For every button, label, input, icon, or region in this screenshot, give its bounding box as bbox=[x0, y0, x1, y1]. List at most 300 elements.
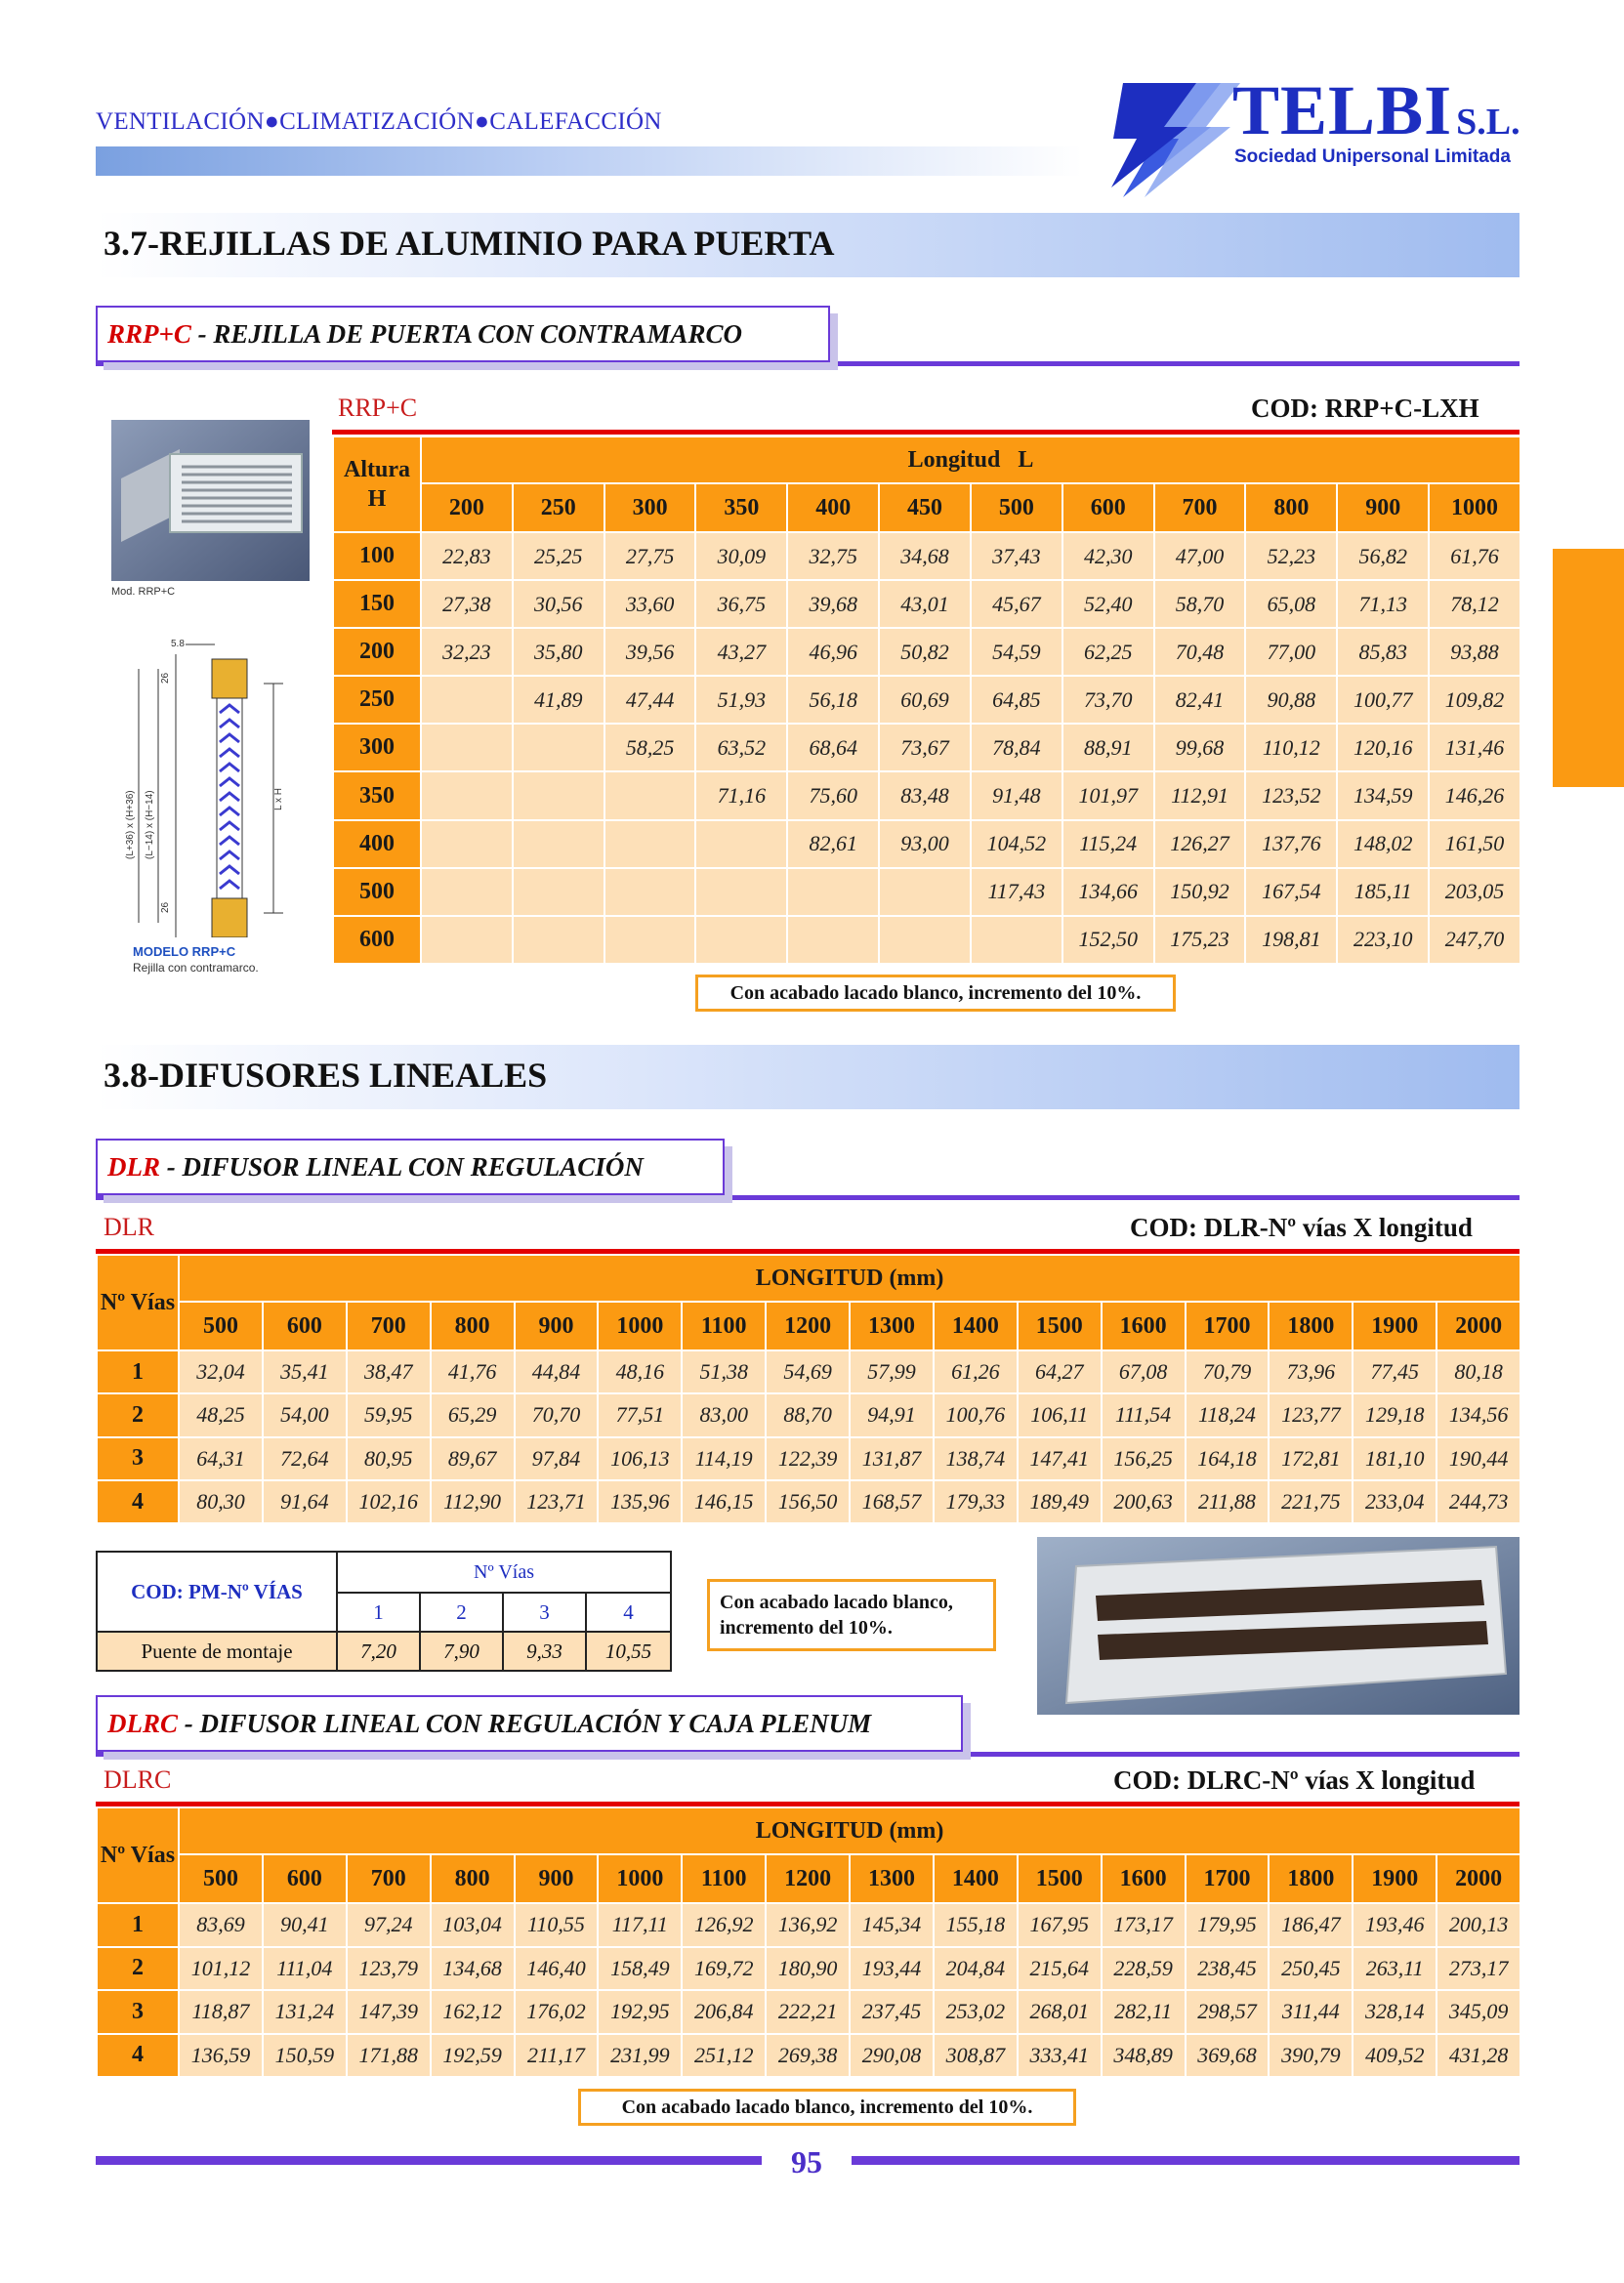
column-header: 900 bbox=[515, 1302, 599, 1350]
subsection-code: DLRC bbox=[107, 1709, 179, 1738]
price-table-rrpc bbox=[332, 436, 1521, 965]
dim-label: (L+36) x (H+36) bbox=[125, 790, 136, 859]
subsection-underline bbox=[96, 1195, 1520, 1200]
price-cell: 169,72 bbox=[682, 1947, 766, 1991]
column-header: 2000 bbox=[1437, 1302, 1520, 1350]
price-cell: 247,70 bbox=[1429, 916, 1520, 964]
price-cell: 192,59 bbox=[431, 2034, 515, 2078]
price-cell: 52,23 bbox=[1245, 532, 1337, 580]
header-bar bbox=[96, 146, 1082, 176]
price-cell: 129,18 bbox=[1353, 1393, 1437, 1436]
column-header: 700 bbox=[347, 1302, 431, 1350]
subsection-box-rrpc bbox=[96, 306, 830, 362]
column-header: 1300 bbox=[850, 1854, 934, 1903]
price-cell: 179,33 bbox=[934, 1480, 1018, 1523]
subsection-text: - DIFUSOR LINEAL CON REGULACIÓN bbox=[160, 1152, 644, 1182]
price-cell: 167,54 bbox=[1245, 868, 1337, 916]
price-cell: 136,92 bbox=[766, 1903, 850, 1947]
price-cell: 54,59 bbox=[971, 628, 1062, 676]
price-cell: 54,69 bbox=[766, 1350, 850, 1393]
price-cell: 58,70 bbox=[1154, 580, 1246, 628]
row-label: 250 bbox=[333, 676, 421, 724]
price-cell: 68,64 bbox=[787, 724, 879, 771]
price-cell: 54,00 bbox=[263, 1393, 347, 1436]
column-header: 1700 bbox=[1186, 1302, 1270, 1350]
logo-name: TELBI bbox=[1232, 71, 1453, 149]
price-cell: 37,43 bbox=[971, 532, 1062, 580]
table-row bbox=[333, 916, 1520, 964]
price-cell: 56,82 bbox=[1337, 532, 1429, 580]
price-cell: 33,60 bbox=[604, 580, 696, 628]
price-cell: 103,04 bbox=[431, 1903, 515, 1947]
price-cell: 50,82 bbox=[879, 628, 971, 676]
row-label: 150 bbox=[333, 580, 421, 628]
drawing-model: MODELO RRP+C bbox=[133, 944, 236, 959]
table-row bbox=[97, 1903, 1520, 1947]
table-row bbox=[333, 724, 1520, 771]
column-header: 1000 bbox=[598, 1854, 682, 1903]
price-cell: 106,13 bbox=[598, 1437, 682, 1480]
price-cell: 134,66 bbox=[1062, 868, 1154, 916]
empty-cell bbox=[604, 820, 696, 868]
price-cell: 111,04 bbox=[263, 1947, 347, 1991]
page-number: 95 bbox=[791, 2144, 822, 2179]
price-cell: 78,84 bbox=[971, 724, 1062, 771]
price-cell: 200,13 bbox=[1437, 1903, 1520, 1947]
price-cell: 409,52 bbox=[1353, 2034, 1437, 2078]
price-cell: 83,00 bbox=[682, 1393, 766, 1436]
price-cell: 91,48 bbox=[971, 771, 1062, 819]
pm-row-label: Puente de montaje bbox=[97, 1632, 337, 1671]
price-cell: 62,25 bbox=[1062, 628, 1154, 676]
column-header: 350 bbox=[695, 483, 787, 532]
price-cell: 90,41 bbox=[263, 1903, 347, 1947]
column-header: 1300 bbox=[850, 1302, 934, 1350]
footer-line-right bbox=[852, 2156, 1520, 2165]
column-header: 1200 bbox=[766, 1854, 850, 1903]
company-logo bbox=[1232, 71, 1520, 149]
price-cell: 134,59 bbox=[1337, 771, 1429, 819]
price-cell: 206,84 bbox=[682, 1990, 766, 2034]
price-cell: 333,41 bbox=[1018, 2034, 1102, 2078]
column-header: 800 bbox=[1245, 483, 1337, 532]
price-cell: 30,56 bbox=[513, 580, 604, 628]
side-tab bbox=[1553, 549, 1624, 787]
drawing-desc: Rejilla con contramarco. bbox=[133, 961, 259, 975]
price-cell: 431,28 bbox=[1437, 2034, 1520, 2078]
price-cell: 146,15 bbox=[682, 1480, 766, 1523]
column-header: 1100 bbox=[682, 1302, 766, 1350]
price-table-dlrc bbox=[96, 1806, 1521, 2078]
price-cell: 211,88 bbox=[1186, 1480, 1270, 1523]
price-cell: 43,27 bbox=[695, 628, 787, 676]
price-cell: 88,91 bbox=[1062, 724, 1154, 771]
photo-caption: Mod. RRP+C bbox=[111, 586, 176, 598]
price-cell: 52,40 bbox=[1062, 580, 1154, 628]
price-cell: 41,89 bbox=[513, 676, 604, 724]
price-cell: 97,24 bbox=[347, 1903, 431, 1947]
price-cell: 179,95 bbox=[1186, 1903, 1270, 1947]
price-cell: 77,45 bbox=[1353, 1350, 1437, 1393]
price-cell: 82,41 bbox=[1154, 676, 1246, 724]
price-cell: 83,48 bbox=[879, 771, 971, 819]
price-cell: 46,96 bbox=[787, 628, 879, 676]
row-label: 100 bbox=[333, 532, 421, 580]
price-cell: 71,13 bbox=[1337, 580, 1429, 628]
price-cell: 65,29 bbox=[431, 1393, 515, 1436]
empty-cell bbox=[421, 771, 513, 819]
price-cell: 152,50 bbox=[1062, 916, 1154, 964]
price-cell: 176,02 bbox=[515, 1990, 599, 2034]
note-lacado-dlr: Con acabado lacado blanco, incremento del 10%. bbox=[707, 1579, 996, 1651]
column-header: 1900 bbox=[1353, 1302, 1437, 1350]
column-header: 1800 bbox=[1269, 1854, 1353, 1903]
price-cell: 90,88 bbox=[1245, 676, 1337, 724]
price-cell: 83,69 bbox=[179, 1903, 263, 1947]
price-cell: 45,67 bbox=[971, 580, 1062, 628]
logo-suffix: S.L. bbox=[1456, 102, 1520, 143]
subsection-box-dlr bbox=[96, 1139, 725, 1195]
price-cell: 193,46 bbox=[1353, 1903, 1437, 1947]
price-cell: 233,04 bbox=[1353, 1480, 1437, 1523]
price-cell: 27,38 bbox=[421, 580, 513, 628]
subsection-underline bbox=[96, 1752, 1520, 1757]
price-cell: 172,81 bbox=[1269, 1437, 1353, 1480]
column-header: 1100 bbox=[682, 1854, 766, 1903]
column-header: 1600 bbox=[1102, 1302, 1186, 1350]
price-cell: 269,38 bbox=[766, 2034, 850, 2078]
column-header: 200 bbox=[421, 483, 513, 532]
price-cell: 48,25 bbox=[179, 1393, 263, 1436]
price-cell: 93,88 bbox=[1429, 628, 1520, 676]
price-cell: 123,71 bbox=[515, 1480, 599, 1523]
price-cell: 42,30 bbox=[1062, 532, 1154, 580]
column-header: 700 bbox=[347, 1854, 431, 1903]
column-header: 1500 bbox=[1018, 1854, 1102, 1903]
row-header: Nº Vías bbox=[97, 1807, 179, 1903]
price-cell: 273,17 bbox=[1437, 1947, 1520, 1991]
row-label: 1 bbox=[97, 1350, 179, 1393]
empty-cell bbox=[421, 916, 513, 964]
price-cell: 298,57 bbox=[1186, 1990, 1270, 2034]
price-cell: 78,12 bbox=[1429, 580, 1520, 628]
price-cell: 106,11 bbox=[1018, 1393, 1102, 1436]
empty-cell bbox=[513, 771, 604, 819]
table-row bbox=[333, 532, 1520, 580]
price-cell: 138,74 bbox=[934, 1437, 1018, 1480]
price-cell: 244,73 bbox=[1437, 1480, 1520, 1523]
price-cell: 32,75 bbox=[787, 532, 879, 580]
subsection-box-dlrc bbox=[96, 1695, 963, 1752]
cod-dlr: COD: DLR-Nº vías X longitud bbox=[1130, 1213, 1473, 1242]
dim-label: 26 bbox=[160, 901, 171, 913]
price-cell: 61,76 bbox=[1429, 532, 1520, 580]
price-cell: 126,92 bbox=[682, 1903, 766, 1947]
price-cell: 70,48 bbox=[1154, 628, 1246, 676]
empty-cell bbox=[513, 820, 604, 868]
price-cell: 290,08 bbox=[850, 2034, 934, 2078]
price-cell: 73,96 bbox=[1269, 1350, 1353, 1393]
table-top-line bbox=[332, 430, 1520, 435]
empty-cell bbox=[421, 868, 513, 916]
empty-cell bbox=[421, 820, 513, 868]
table-label-dlr: DLR bbox=[104, 1213, 154, 1241]
price-cell: 112,90 bbox=[431, 1480, 515, 1523]
price-cell: 100,76 bbox=[934, 1393, 1018, 1436]
price-cell: 117,43 bbox=[971, 868, 1062, 916]
price-cell: 75,60 bbox=[787, 771, 879, 819]
price-cell: 158,49 bbox=[598, 1947, 682, 1991]
row-header: Altura H bbox=[333, 436, 421, 532]
price-cell: 164,18 bbox=[1186, 1437, 1270, 1480]
price-cell: 150,59 bbox=[263, 2034, 347, 2078]
row-label: 400 bbox=[333, 820, 421, 868]
price-cell: 101,12 bbox=[179, 1947, 263, 1991]
price-cell: 123,77 bbox=[1269, 1393, 1353, 1436]
table-label-dlrc: DLRC bbox=[104, 1765, 172, 1794]
row-label: 200 bbox=[333, 628, 421, 676]
price-cell: 147,41 bbox=[1018, 1437, 1102, 1480]
empty-cell bbox=[879, 868, 971, 916]
row-label: 2 bbox=[97, 1393, 179, 1436]
price-cell: 104,52 bbox=[971, 820, 1062, 868]
price-cell: 263,11 bbox=[1353, 1947, 1437, 1991]
price-cell: 43,01 bbox=[879, 580, 971, 628]
price-cell: 93,00 bbox=[879, 820, 971, 868]
price-cell: 308,87 bbox=[934, 2034, 1018, 2078]
price-cell: 147,39 bbox=[347, 1990, 431, 2034]
column-header: 1800 bbox=[1269, 1302, 1353, 1350]
price-cell: 36,75 bbox=[695, 580, 787, 628]
empty-cell bbox=[421, 676, 513, 724]
table-row bbox=[97, 1437, 1520, 1480]
price-cell: 110,12 bbox=[1245, 724, 1337, 771]
price-cell: 56,18 bbox=[787, 676, 879, 724]
column-header: 600 bbox=[263, 1854, 347, 1903]
price-cell: 100,77 bbox=[1337, 676, 1429, 724]
footer-line-left bbox=[96, 2156, 762, 2165]
column-header: 1700 bbox=[1186, 1854, 1270, 1903]
price-cell: 77,00 bbox=[1245, 628, 1337, 676]
empty-cell bbox=[513, 868, 604, 916]
price-cell: 223,10 bbox=[1337, 916, 1429, 964]
price-cell: 44,84 bbox=[515, 1350, 599, 1393]
column-header: 700 bbox=[1154, 483, 1246, 532]
price-cell: 64,85 bbox=[971, 676, 1062, 724]
table-label-rrpc: RRP+C bbox=[338, 394, 418, 422]
cod-dlrc: COD: DLRC-Nº vías X longitud bbox=[1113, 1765, 1476, 1795]
price-cell: 39,68 bbox=[787, 580, 879, 628]
price-cell: 32,04 bbox=[179, 1350, 263, 1393]
column-header: 1200 bbox=[766, 1302, 850, 1350]
price-cell: 30,09 bbox=[695, 532, 787, 580]
price-cell: 211,17 bbox=[515, 2034, 599, 2078]
table-row bbox=[333, 628, 1520, 676]
price-cell: 118,87 bbox=[179, 1990, 263, 2034]
table-row bbox=[333, 676, 1520, 724]
price-cell: 173,17 bbox=[1102, 1903, 1186, 1947]
column-header: 1600 bbox=[1102, 1854, 1186, 1903]
table-row bbox=[97, 1990, 1520, 2034]
price-cell: 80,30 bbox=[179, 1480, 263, 1523]
price-cell: 99,68 bbox=[1154, 724, 1246, 771]
table-row bbox=[97, 2034, 1520, 2078]
price-cell: 91,64 bbox=[263, 1480, 347, 1523]
price-cell: 181,10 bbox=[1353, 1437, 1437, 1480]
price-cell: 85,83 bbox=[1337, 628, 1429, 676]
column-header: 900 bbox=[515, 1854, 599, 1903]
price-cell: 192,95 bbox=[598, 1990, 682, 2034]
column-group-header: Longitud L bbox=[421, 436, 1520, 483]
table-row bbox=[97, 1947, 1520, 1991]
row-label: 300 bbox=[333, 724, 421, 771]
price-cell: 282,11 bbox=[1102, 1990, 1186, 2034]
price-cell: 47,00 bbox=[1154, 532, 1246, 580]
price-cell: 63,52 bbox=[695, 724, 787, 771]
price-cell: 186,47 bbox=[1269, 1903, 1353, 1947]
empty-cell bbox=[513, 916, 604, 964]
price-cell: 47,44 bbox=[604, 676, 696, 724]
price-cell: 251,12 bbox=[682, 2034, 766, 2078]
price-cell: 51,93 bbox=[695, 676, 787, 724]
pm-via: 4 bbox=[586, 1593, 671, 1632]
price-cell: 73,70 bbox=[1062, 676, 1154, 724]
price-cell: 348,89 bbox=[1102, 2034, 1186, 2078]
price-cell: 110,55 bbox=[515, 1903, 599, 1947]
price-cell: 102,16 bbox=[347, 1480, 431, 1523]
price-cell: 215,64 bbox=[1018, 1947, 1102, 1991]
price-cell: 134,56 bbox=[1437, 1393, 1520, 1436]
price-cell: 131,87 bbox=[850, 1437, 934, 1480]
dim-label: (L−14) x (H−14) bbox=[145, 790, 155, 859]
empty-cell bbox=[513, 724, 604, 771]
column-group-header: LONGITUD (mm) bbox=[179, 1255, 1520, 1302]
pm-vias-header: Nº Vías bbox=[337, 1552, 671, 1593]
price-cell: 328,14 bbox=[1353, 1990, 1437, 2034]
section-title-3-7: 3.7-REJILLAS DE ALUMINIO PARA PUERTA bbox=[104, 224, 835, 263]
table-row bbox=[97, 1350, 1520, 1393]
price-cell: 175,23 bbox=[1154, 916, 1246, 964]
column-header: 800 bbox=[431, 1854, 515, 1903]
price-cell: 231,99 bbox=[598, 2034, 682, 2078]
price-cell: 238,45 bbox=[1186, 1947, 1270, 1991]
table-row bbox=[97, 1480, 1520, 1523]
column-header: 600 bbox=[1062, 483, 1154, 532]
price-cell: 80,95 bbox=[347, 1437, 431, 1480]
price-cell: 82,61 bbox=[787, 820, 879, 868]
price-cell: 390,79 bbox=[1269, 2034, 1353, 2078]
price-cell: 71,16 bbox=[695, 771, 787, 819]
row-label: 600 bbox=[333, 916, 421, 964]
empty-cell bbox=[787, 916, 879, 964]
dim-label: 5.8 bbox=[171, 639, 185, 649]
note-lacado-rrpc: Con acabado lacado blanco, incremento del 10%. bbox=[695, 975, 1176, 1012]
price-cell: 162,12 bbox=[431, 1990, 515, 2034]
row-header: Nº Vías bbox=[97, 1255, 179, 1350]
pm-value: 9,33 bbox=[503, 1632, 586, 1671]
price-cell: 67,08 bbox=[1102, 1350, 1186, 1393]
column-header: 450 bbox=[879, 483, 971, 532]
price-cell: 200,63 bbox=[1102, 1480, 1186, 1523]
price-cell: 38,47 bbox=[347, 1350, 431, 1393]
price-cell: 222,21 bbox=[766, 1990, 850, 2034]
column-header: 900 bbox=[1337, 483, 1429, 532]
price-cell: 148,02 bbox=[1337, 820, 1429, 868]
price-cell: 145,34 bbox=[850, 1903, 934, 1947]
empty-cell bbox=[971, 916, 1062, 964]
price-cell: 72,64 bbox=[263, 1437, 347, 1480]
empty-cell bbox=[695, 868, 787, 916]
subsection-code: DLR bbox=[107, 1152, 160, 1182]
price-cell: 61,26 bbox=[934, 1350, 1018, 1393]
price-cell: 134,68 bbox=[431, 1947, 515, 1991]
price-cell: 70,79 bbox=[1186, 1350, 1270, 1393]
price-cell: 268,01 bbox=[1018, 1990, 1102, 2034]
price-cell: 193,44 bbox=[850, 1947, 934, 1991]
price-cell: 22,83 bbox=[421, 532, 513, 580]
pm-via: 1 bbox=[337, 1593, 420, 1632]
price-cell: 237,45 bbox=[850, 1990, 934, 2034]
price-cell: 115,24 bbox=[1062, 820, 1154, 868]
column-header: 1500 bbox=[1018, 1302, 1102, 1350]
table-row bbox=[333, 771, 1520, 819]
price-cell: 25,25 bbox=[513, 532, 604, 580]
price-cell: 101,97 bbox=[1062, 771, 1154, 819]
empty-cell bbox=[695, 916, 787, 964]
price-cell: 131,24 bbox=[263, 1990, 347, 2034]
empty-cell bbox=[604, 868, 696, 916]
column-group-header: LONGITUD (mm) bbox=[179, 1807, 1520, 1854]
row-label: 4 bbox=[97, 1480, 179, 1523]
price-table-dlr bbox=[96, 1254, 1521, 1524]
column-header: 500 bbox=[179, 1302, 263, 1350]
price-cell: 65,08 bbox=[1245, 580, 1337, 628]
price-cell: 203,05 bbox=[1429, 868, 1520, 916]
empty-cell bbox=[604, 771, 696, 819]
price-cell: 77,51 bbox=[598, 1393, 682, 1436]
price-cell: 221,75 bbox=[1269, 1480, 1353, 1523]
table-row bbox=[97, 1393, 1520, 1436]
column-header: 1000 bbox=[598, 1302, 682, 1350]
price-cell: 120,16 bbox=[1337, 724, 1429, 771]
column-header: 2000 bbox=[1437, 1854, 1520, 1903]
price-cell: 253,02 bbox=[934, 1990, 1018, 2034]
empty-cell bbox=[695, 820, 787, 868]
column-header: 1400 bbox=[934, 1302, 1018, 1350]
price-cell: 80,18 bbox=[1437, 1350, 1520, 1393]
price-cell: 189,49 bbox=[1018, 1480, 1102, 1523]
price-cell: 73,67 bbox=[879, 724, 971, 771]
price-cell: 89,67 bbox=[431, 1437, 515, 1480]
section-title-3-8: 3.8-DIFUSORES LINEALES bbox=[104, 1056, 548, 1095]
row-label: 3 bbox=[97, 1990, 179, 2034]
pm-value: 7,20 bbox=[337, 1632, 420, 1671]
price-cell: 369,68 bbox=[1186, 2034, 1270, 2078]
row-label: 500 bbox=[333, 868, 421, 916]
price-cell: 228,59 bbox=[1102, 1947, 1186, 1991]
price-cell: 161,50 bbox=[1429, 820, 1520, 868]
column-header: 300 bbox=[604, 483, 696, 532]
price-cell: 311,44 bbox=[1269, 1990, 1353, 2034]
empty-cell bbox=[879, 916, 971, 964]
price-cell: 109,82 bbox=[1429, 676, 1520, 724]
empty-cell bbox=[787, 868, 879, 916]
column-header: 1400 bbox=[934, 1854, 1018, 1903]
pm-value: 7,90 bbox=[420, 1632, 503, 1671]
table-row bbox=[333, 868, 1520, 916]
product-photo-rrpc bbox=[111, 420, 310, 581]
price-cell: 41,76 bbox=[431, 1350, 515, 1393]
